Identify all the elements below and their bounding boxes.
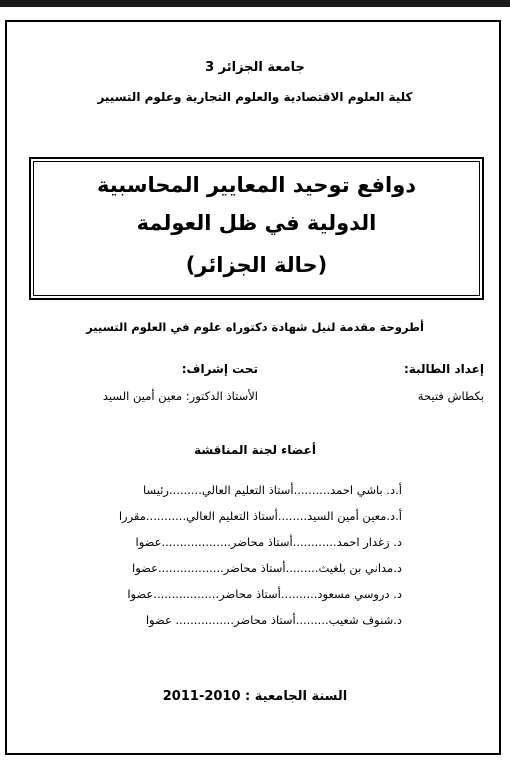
page-border [5,20,501,755]
title-line-1: دوافع توحيد المعايير المحاسبية [96,173,417,197]
academic-year: السنة الجامعية : 2010-2011 [162,689,348,704]
committee-member-president: أ.د. باشي احمد..........أستاذ التعليم العالي.........رئيسا [142,483,402,497]
committee-member: د. زغدار احمد............أستاذ محاضر...................عضوا [135,535,402,549]
university-name: جامعة الجزائر 3 [205,60,305,75]
student-name: بكطاش فتيحة [417,389,484,403]
faculty-name: كلية العلوم الاقتصادية والعلوم التجارية وعلوم التسيير [97,90,413,104]
top-dark-bar [0,0,510,7]
committee-member: د.شنوف شعيب.........أستاذ محاضر................ عضوا [145,613,402,627]
supervisor-name: الأستاذ الدكتور: معين أمين السيد [102,389,258,403]
committee-member: د.مداني بن بلغيث.........أستاذ محاضر..................عضوا [132,561,402,575]
committee-member: د. دروسي مسعود..........أستاذ محاضر..................عضوا [127,587,402,601]
committee-title: أعضاء لجنة المناقشة [194,443,316,457]
supervision-label: تحت إشراف: [181,362,258,376]
thesis-title-box [29,157,484,300]
title-line-3: (حالة الجزائر) [185,253,328,277]
prepared-by-label: إعداد الطالبة: [404,362,484,376]
title-line-2: الدولية في ظل العولمة [136,211,377,235]
thesis-type: أطروحة مقدمة لنيل شهادة دكتوراه علوم في العلوم التسيير [86,320,424,334]
committee-member-rapporteur: أ.د.معين أمين السيد........أستاذ التعليم العالي...........مقررا [118,509,402,523]
